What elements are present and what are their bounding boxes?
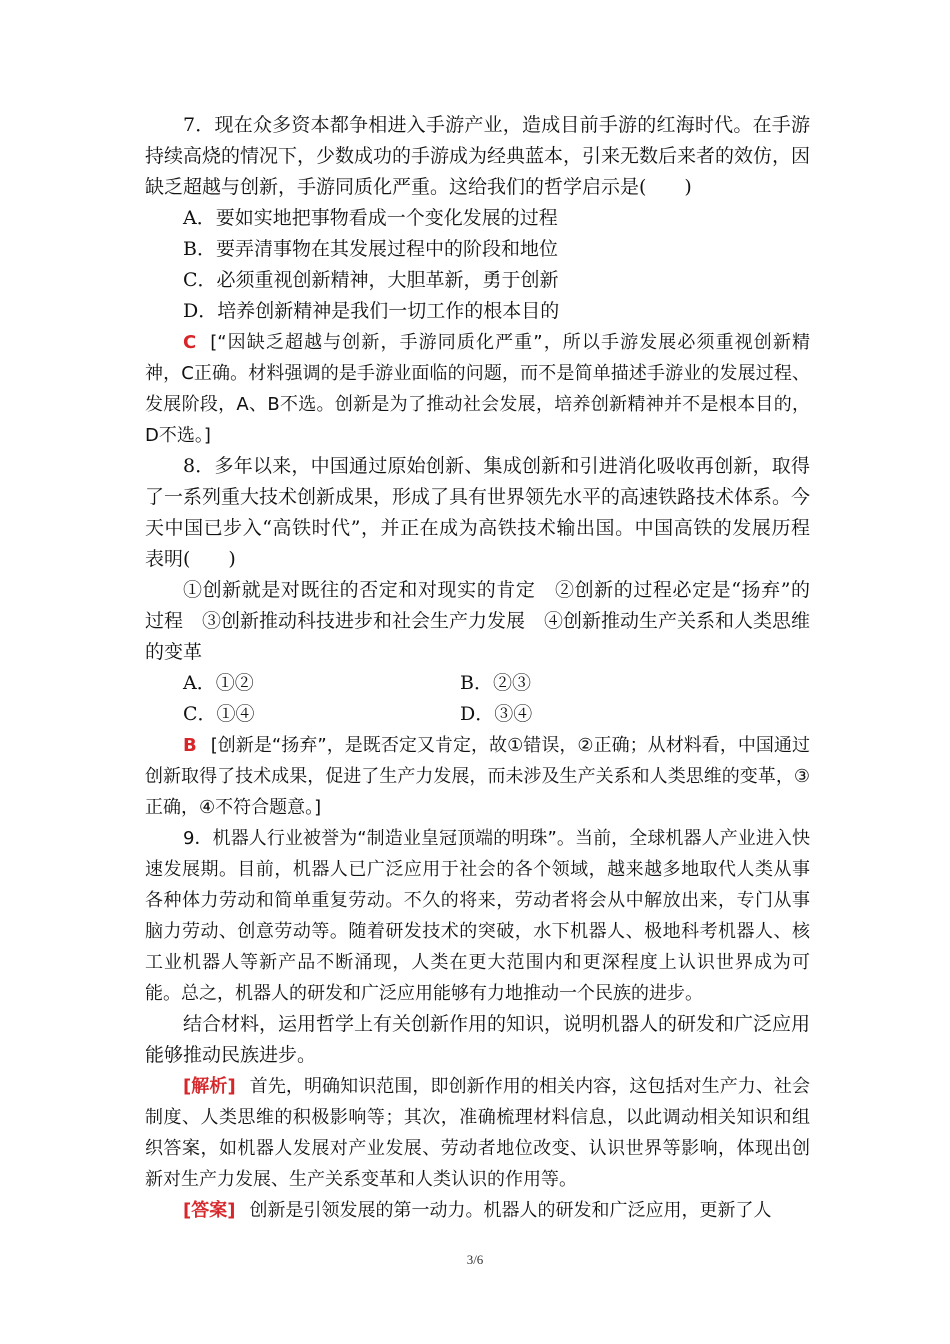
q7-stem: 7．现在众多资本都争相进入手游产业，造成目前手游的红海时代。在手游持续高烧的情况下，少数成功的手游成为经典蓝本，引来无数后来者的效仿，因缺乏超越与创新，手游同质化严重。这给我们的哲学启示是( ): [145, 114, 811, 198]
q8-answer-letter: B: [183, 735, 197, 756]
q8-option-a: A．①②: [183, 672, 254, 694]
document-body: [145, 110, 810, 1226]
analysis-tag: [解析]: [183, 1076, 236, 1097]
answer-tag: [答案]: [183, 1200, 236, 1221]
q7-option-d: D．培养创新精神是我们一切工作的根本目的: [183, 300, 560, 322]
q7-answer-letter: C: [183, 332, 197, 353]
q9-answer: [145, 1195, 810, 1226]
q8-option-d: D．③④: [460, 703, 533, 725]
q8-option-c: C．①④: [183, 703, 255, 725]
q9-stem: 9．机器人行业被誉为“制造业皇冠顶端的明珠”。当前，全球机器人产业进入快速发展期。目前，机器人已广泛应用于社会的各个领域，越来越多地取代人类从事各种体力劳动和简单重复劳动。不久的将来，劳动者将会从中解放出来，专门从事脑力劳动、创意劳动等。随着研发技术的突破，水下机器人、极地科考机器人、核工业机器人等新产品不断涌现，人类在更大范围内和更深程度上认识世界成为可能。总之，机器人的研发和广泛应用能够有力地推动一个民族的进步。: [145, 828, 810, 1004]
q8-options-row-1: [145, 668, 810, 699]
q9-analysis: [145, 1071, 810, 1195]
q7-answer: [145, 327, 810, 451]
answer-text: 创新是引领发展的第一动力。机器人的研发和广泛应用，更新了人: [249, 1200, 772, 1221]
q7-option-c: C．必须重视创新精神，大胆革新，勇于创新: [183, 269, 559, 291]
page-number: 3/6: [466, 1252, 484, 1267]
q8-option-b: B．②③: [460, 672, 531, 694]
q8-answer-text: [创新是“扬弃”，是既否定又肯定，故①错误，②正确；从材料看，中国通过创新取得了技术成果，促进了生产力发展，而未涉及生产关系和人类思维的变革，③正确，④不符合题意。]: [145, 735, 810, 818]
q7-answer-text: [“因缺乏超越与创新，手游同质化严重”，所以手游发展必须重视创新精神，C正确。材料强调的是手游业面临的问题，而不是简单描述手游业的发展过程、发展阶段，A、B不选。创新是为了推动社会发展，培养创新精神并不是根本目的，D不选。]: [145, 332, 810, 446]
q8-stem: 8．多年以来，中国通过原始创新、集成创新和引进消化吸收再创新，取得了一系列重大技术创新成果，形成了具有世界领先水平的高速铁路技术体系。今天中国已步入“高铁时代”，并正在成为高铁技术输出国。中国高铁的发展历程表明( ): [145, 455, 811, 570]
q7-option-b: B．要弄清事物在其发展过程中的阶段和地位: [183, 238, 558, 260]
q7-option-a: A．要如实地把事物看成一个变化发展的过程: [183, 207, 558, 229]
analysis-text: 首先，明确知识范围，即创新作用的相关内容，这包括对生产力、社会制度、人类思维的积极影响等；其次，准确梳理材料信息，以此调动相关知识和组织答案，如机器人发展对产业发展、劳动者地位改变、认识世界等影响，体现出创新对生产力发展、生产关系变革和人类认识的作用等。: [145, 1076, 811, 1190]
q8-statements: ①创新就是对既往的否定和对现实的肯定 ②创新的过程必定是“扬弃”的过程 ③创新推动科技进步和社会生产力发展 ④创新推动生产关系和人类思维的变革: [145, 579, 811, 663]
q8-answer: [145, 730, 810, 823]
q9-task: 结合材料，运用哲学上有关创新作用的知识，说明机器人的研发和广泛应用能够推动民族进步。: [145, 1013, 811, 1066]
q8-options-row-2: [145, 699, 810, 730]
